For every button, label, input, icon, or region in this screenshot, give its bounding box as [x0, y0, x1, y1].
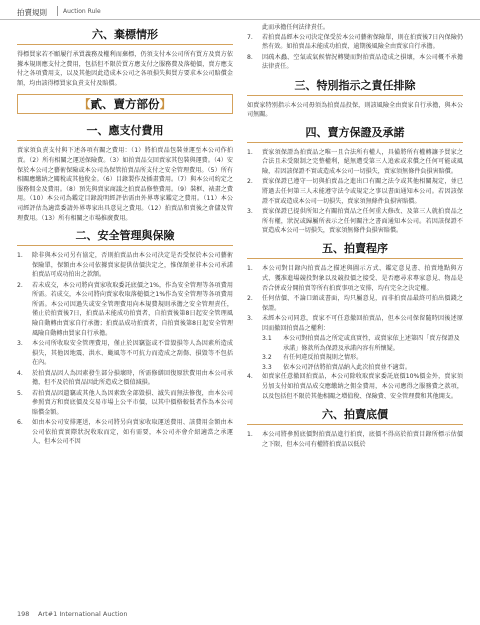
header-title-en: Auction Rule	[63, 8, 101, 15]
section-title-auction-procedure: 五、拍賣程序	[322, 242, 388, 256]
section-divider	[247, 142, 463, 143]
sublist-item: 3.2 有任何違反拍賣規則之情形。	[262, 354, 363, 362]
paragraph-special-instruction: 如賣家特別指示本公司毋須為拍賣品投保，則該風險全由賣家自行承擔，與本公司無關。	[247, 101, 463, 119]
section-title-seller-warranty: 四、賣方保證及承諾	[305, 125, 405, 139]
page-header	[0, 0, 480, 22]
section-divider	[247, 258, 463, 259]
list-item: 8. 因疏木蟲、空氣或氣候情況轉變而對拍賣品造成之損壞，本公司概不承擔法律責任。	[247, 53, 463, 71]
right-column	[247, 22, 463, 450]
page-footer	[0, 608, 480, 622]
section-divider	[17, 140, 233, 141]
sublist-item: 3.3 依本公司評估將拍賣品納入此次拍賣並不適當。	[262, 363, 411, 371]
list-item: 4. 於拍賣品因人為因素發生部分損壞時，所需修繕回復原狀費用由本公司承擔，但不及於拍賣品因此所造成之價值減損。	[17, 369, 233, 387]
list-item: 6. 如由本公司安排運送，本公司將另向賣家收取運送費用、該費用金額由本公司依拍賣實際狀況收取而定，如有需要，本公司亦會介紹適當之承運人，但本公司不因	[17, 419, 233, 446]
list-item: 2. 任何估價、不論口頭或書面，均只屬意見，而非拍賣品最終可拍出價錢之保證。	[247, 295, 463, 312]
section-title-fees: 一、應支付費用	[86, 124, 164, 138]
section-divider	[247, 424, 463, 425]
section-title-reserve-price: 六、拍賣底價	[322, 407, 388, 421]
left-column	[17, 22, 233, 448]
list-item: 1. 賣家須保證為拍賣品之唯一且合法所有權人，具備將所有權轉讓予買家之合法且未受限制之完整權利，絕無遭受第三人追索或求償之任何可能或風險，若因該保證不實或造成本公司一切損失，賣家須無條件負損害賠償。	[247, 148, 463, 175]
list-item: 3. 本公司所收取安全管理費用，僅止於因竊盜或不當毀損等人為因素所造成損失，其他因地震、洪水、颱風等不可抗力而造成之刮傷、損毀等不包括在內。	[17, 340, 233, 367]
list-item: 7. 若拍賣品經本公司決定保受於本公司藝術保險單，則在拍賣後7日內保險仍然有效。如拍賣品未能成功拍賣，逾期後風險全由賣家自行承擔。	[247, 33, 463, 51]
paragraph-continued: 此而承擔任何法律責任。	[262, 24, 330, 31]
section-title-abandon-bid: 六、棄標情形	[92, 28, 158, 41]
list-item: 3. 未經本公司同意，賣家不可任意撤回拍賣品，但本公司保留隨時因後述原因而撤回拍賣品之權利：	[247, 315, 463, 332]
sublist-item: 3.1 本公司對拍賣品之所定或真實性，或賣家依上述第四「賣方保證及承諾」條款所為保證及承諾內容有所懷疑。	[262, 335, 460, 352]
list-safety	[17, 251, 233, 447]
section-divider	[247, 95, 463, 96]
list-item: 2. 若未成交，本公司將向賣家收取委託底價之1%，作為安全管理等各項費用所需。若成交，本公司將向賣家收取落槌價之1%作為安全管理等各項費用所需。本公司因過失或安全管理費用向本規費規則承擔之安全管理責任，僅止於拍賣後7日，拍賣品未能成功拍賣者，自拍賣後第8日起安全管理風險自動轉由賣家自行承擔；拍賣品成功拍賣者，自拍賣後第8日起安全管理風險自動轉由買家自行承擔。	[17, 281, 233, 337]
chapter-label: 貳、賣方部份	[90, 97, 160, 112]
bracket-open: 【	[79, 97, 91, 112]
list-item: 5. 若拍賣品因遺竊或其他人為因素致全部毀損、滅失而無法修復，由本公司參照賣方和賣底價及交易市場上公平市價，以其中價格較低者作為本公司賠償金額。	[17, 389, 233, 416]
paragraph-abandon-bid: 得標買家若不願履行承買義務及權利而棄標，仍須支付本公司所有買方及賣方依據本規則應支付之費用，包括但不限於買方應支付之服務費及落槌價，賣方應支付之各項費用支，以及其他因此造成本公司之各項損失與買方要求本公司賠償金額，均由該得標買家負責支付及賠償。	[17, 51, 233, 87]
page-number: 198	[17, 610, 30, 618]
header-divider	[57, 6, 58, 16]
header-title-cn: 拍賣規則	[17, 8, 47, 17]
section-title-special-instruction: 三、特別指示之責任排除	[294, 78, 416, 92]
list-item: 1. 本公司將參照底價對拍賣品進行拍賣，底價不得高於拍賣目錄所標示估價之下限，但本公司有權將拍賣品以低於	[247, 430, 463, 448]
section-title-safety: 二、安全管理與保險	[75, 229, 175, 243]
list-item: 3. 賣家保證已提供所知之有關拍賣品之任何重大修改、及第三人就拍賣品之所有權，狀況或歸屬所表示之任何關注之書面通知本公司。若因該保證不實造成本公司一切損失，賣家須無條件負損害賠償。	[247, 207, 463, 235]
list-item: 4. 如賣家任意撤回拍賣品，本公司除收取賣家委託底價10%價金外，賣家須另加支付如拍賣品成交應繳納之佣金費用，本公司應得之服務費之款項，以及包括但不限於其他相關之增值稅、保險費、安全管理費和其他開支。	[247, 373, 463, 400]
list-item: 1. 本公司對目錄內拍賣品之描述與圖示方式、鑑定意見書、拍賣地點與方式、獲准進場競投對象以及競投價之接受、是否應尋求專家意見、物品是否合併或分開拍賣等所有拍賣事項之安排，均有完全之決定權。	[247, 265, 463, 292]
section-divider	[17, 245, 233, 246]
publisher-name: Art#1 International Auction	[38, 610, 128, 618]
sublist-withdraw-reasons	[247, 334, 463, 372]
list-item: 2. 賣家保證已遵守一切與拍賣品之進出口有關之法令或其他相關規定，並已將過去任何第三人未能遵守法令或規定之事以書面通知本公司。若因該保證不實或造成本公司一切損失，賣家須無條件負損害賠償。	[247, 178, 463, 205]
section-divider	[17, 44, 233, 45]
chapter-title-seller	[17, 94, 233, 114]
paragraph-fees: 賣家須負責支付與下述各項有關之費用：（1）將拍賣品包裝並運至本公司作拍賣。（2）所有相關之運送保險費。（3）如拍賣品交回賣家其包裝與運費。（4）安保於本公司之藝術保險或本公司為保管拍賣品所支付之安全管理費用。（5）所有相關應繳納之關稅或其他稅金。（6）目錄製作及插畫費用。（7）與本公司約定之服務佣金及費用。（8）預先與賣家商議之拍賣品修整費用。（9）裝框、裱畫之費用。（10）本公司為鑑定目錄說明經評估需由外界專家鑑定之費用。（11）本公司經評估為適當委請外界專家出具意見之費用。（12）拍賣品和賣後之倉儲及管理費用。（13）所有相關之市場推廣費用。	[17, 147, 233, 222]
header-rule	[0, 19, 480, 20]
bracket-close: 】	[159, 97, 171, 112]
list-item: 1. 除非與本公司另有協定，否則拍賣品由本公司決定是否受保於本公司藝術保險單，保額由本公司依據賣家提供估價決定之，惟保額並非本公司承諾拍賣品可成功拍出之款額。	[17, 252, 233, 279]
